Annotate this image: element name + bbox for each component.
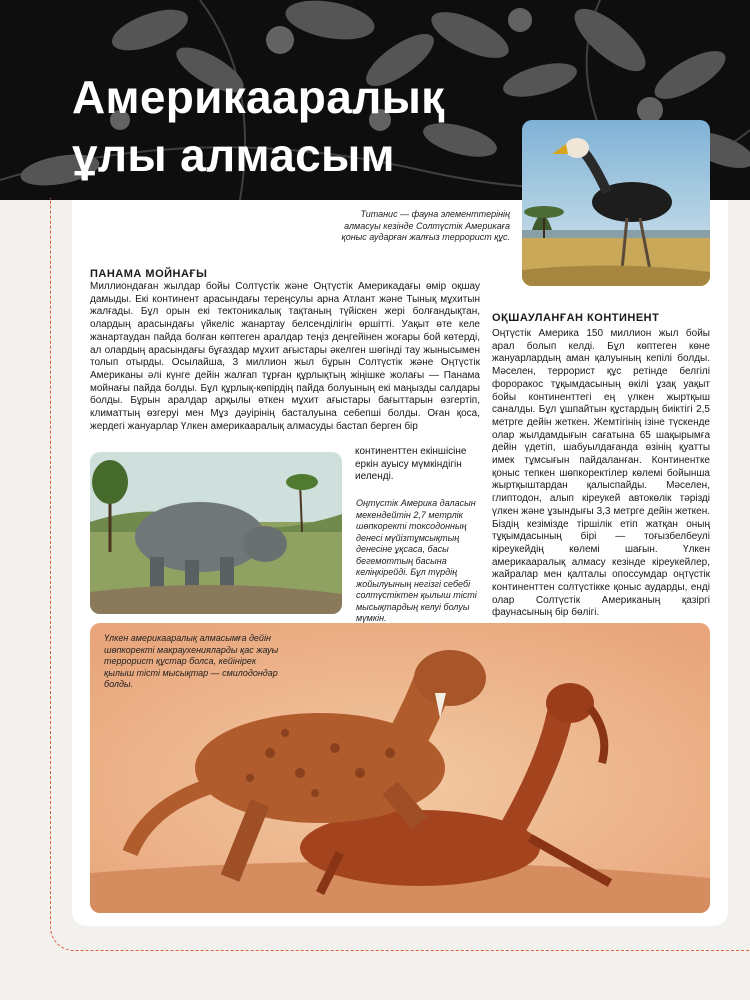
section-body-isolated: Оңтүстік Америка 150 миллион жыл бойы арал болып келді. Бұл көптеген көне жануарлардың аман қалуының кепілі болды. Мәселен, террорист құс ретінде белгілі фороракос тұқымдасының өкілі ұзақ уақыт бойы континенттегі ең үлкен жыртқыш саналды. Бұл ұшпайтын құстардың биіктігі 2,5 метрге дейін жеткен. Жемтігінің ізіне түскенде олар жылдамдығын сағатына 65 шақырымға дейін үдетіп, шабуылдағанда өзінің қуатты имек тұмсығын пайдаланған. Континентке қоныс тепкен шөпкоректілер көлемі бойынша жыртқыштардан қалыспайды. Мәселен, глиптодон, алып кіреукей автокөлік тәрізді үлкен және ұзындығы 3,3 метрге дейін жеткен. Біздің кезімізде тіршілік етіп жатқан оның тұқымдасының бірі — тоғызбелбеулі кіреукейдің көлемі шағын. Үлкен америкааралық алмасу кезінде кіреукейлер, жайралар мен қалталы опоссумдар оңтүстік континенттен солтүстікке қоныс аударды, енді олар Солтүстік Американың қазіргі фаунасының бір бөлігі. bbox=[492, 328, 710, 619]
section-heading-isolated: ОҚШАУЛАНҒАН КОНТИНЕНТ bbox=[492, 312, 660, 324]
section-body-panama-end: континенттен екіншісіне еркін ауысу мүмкіндігін иеленді. bbox=[355, 446, 467, 483]
toxodon-caption: Оңтүстік Америка даласын мекендейтін 2,7 метрлік шөпкоректі токсодонның денесі мүйізтұмсықтың денесіне ұқсаса, басы бегемоттың басына келіңкірейді. Бұл түрдің жойылуының негізгі себебі солтүстіктен қылыш тісті мысықтардың келуі болуы мүмкін. bbox=[356, 498, 477, 623]
smilodon-caption: Үлкен америкааралық алмасымға дейін шөпкоректі макраухенияларды қас жауы террорист құстар болса, кейінірек қылыш тісті мысықтар — смилодондар болды. bbox=[104, 633, 279, 689]
section-body-panama: Миллиондаған жылдар бойы Солтүстік және Оңтүстік Америкадағы өмір оқшау дамыды. Екі континент арасындағы тереңсулы арна Атлант және Тынық мұхитын жалғады. Бұл орын екі тектоникалық тақтаның түйіскен жері болғандықтан, олардың арасындағы үйкеліс жанартау белсенділігін өршітті. Уақыт өте келе жанартаудан пайда болған көптеген аралдар теңіз деңгейінен жоғары бой көтерді, ал олардың арасындағы бұғаздар мұхит ағыстары әкелген шөгінді тау жынысымен толып отырды. Осылайша, 3 миллион жыл бұрын Солтүстік және Оңтүстік Американы әлі күнге дейін жалғап тұрған құрлықтың жіңішке жолағы — Панама мойнағы пайда болды. Бұл құрлық-көпірдің пайда болуының екі маңызды салдары болды. Бұрын аралдар арқылы өткен мұхит ағыстары бағыттарын өзгертіп, климаттың өзгеруі мен Мұз дәуірінің басталуына себепші болды. Оған қоса, жердегі жануарлар Үлкен америкааралық алмасуды бастап берген бір bbox=[90, 281, 480, 432]
titanis-image bbox=[522, 120, 710, 286]
titanis-caption: Титанис — фауна элементтерінің алмасуы кезінде Солтүстік Америкаға қоныс аударған жалғыз террорист құс. bbox=[341, 209, 510, 242]
title-line-1: Америкааралық bbox=[72, 71, 445, 123]
title-line-2: ұлы алмасым bbox=[72, 129, 395, 181]
page-title bbox=[72, 68, 445, 184]
section-heading-panama: ПАНАМА МОЙНАҒЫ bbox=[90, 268, 208, 280]
toxodon-image bbox=[90, 452, 342, 614]
